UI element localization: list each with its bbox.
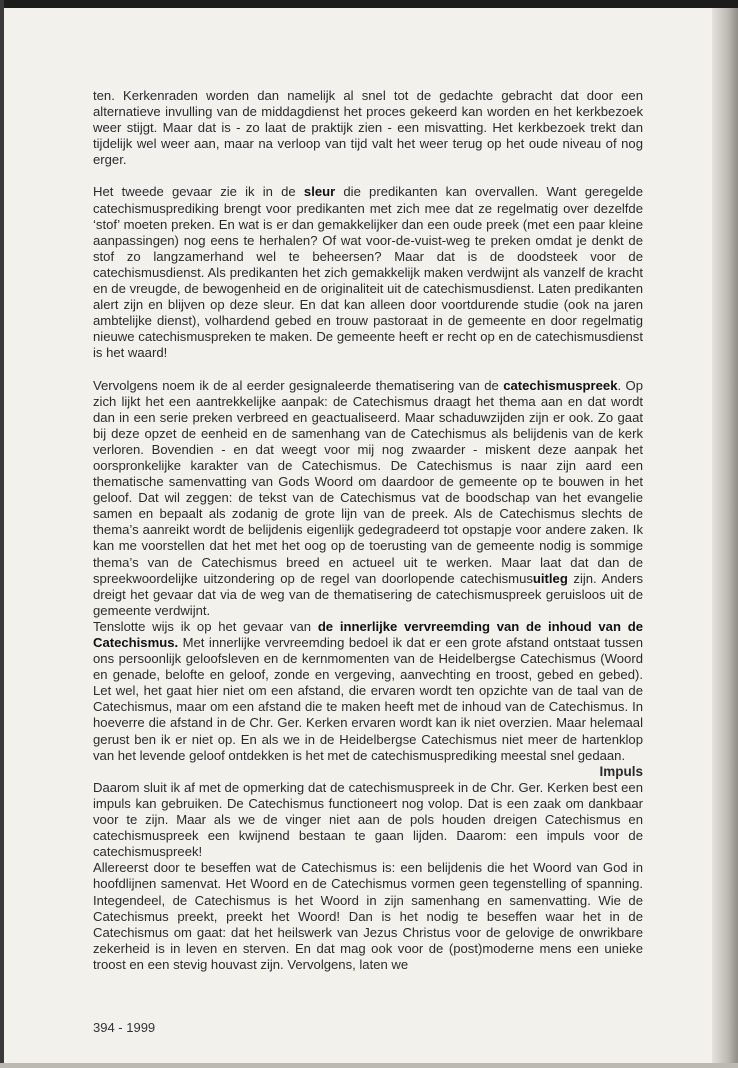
- paragraph: [93, 184, 643, 361]
- article-body: [93, 88, 643, 973]
- paragraph-text: die predikanten kan overvallen. Want geregelde catechismusprediking brengt voor predikanten met zich mee dat ze regelmatig over dezelfde ‘stof’ moeten preken. En wat is er dan gemakkelijker dan een oude preek (met een paar kleine aanpassingen) nog eens te herhalen? Of wat voor-de-vuist-weg te preken omdat je denkt de stof zo langzamerhand wel te beheersen? Maar dat is de doodsteek voor de catechismusdienst. Als predikanten het zich gemakkelijk maken verdwijnt als vanzelf de kracht en de vreugde, de bewogenheid en de originaliteit uit de catechismusdienst. Laten predikanten alert zijn en blijven op deze sleur. En dat kan alleen door voortdurende studie (ook na jaren ambtelijke dienst), volhardend gebed en trouw pastoraat in de gemeente en door regelmatig nieuwe catechismuspreken te maken. De gemeente heeft er recht op en de catechismusdienst is het waard!: [93, 184, 643, 361]
- paragraph-text: Met innerlijke vervreemding bedoel ik dat er een grote afstand ontstaat tussen ons persoonlijk geloofsleven en de kernmomenten van de Heidelbergse Catechismus (Woord en genade, belofte en geloof, zonde en vergeving, aanvechting en troost, gebed en gebed). Let wel, het gaat hier niet om een afstand, die ervaren wordt ten opzichte van de taal van de Catechismus, maar om een afstand die te maken heeft met de inhoud van de Catechismus. In hoeverre die afstand in de Chr. Ger. Kerken ervaren wordt kan ik niet overzien. Maar helemaal gerust ben ik er niet op. En als we in de Heidelbergse Catechismus niet meer de hartenklop van het levende geloof ontdekken is het met de catechismusprediking meestal snel gedaan.: [93, 635, 643, 763]
- paragraph-text: Vervolgens noem ik de al eerder gesignaleerde thematisering van de: [93, 377, 504, 393]
- paragraph-text: Daarom sluit ik af met de opmerking dat de catechismuspreek in de Chr. Ger. Kerken best een impuls kan gebruiken. De Catechismus functioneert nog volop. Dat is een zaak om dankbaar voor te zijn. Maar als we de vinger niet aan de pols houden dreigen Catechismus en catechismuspreek een kwijnend bestaan te gaan lijden. Daarom: een impuls voor de catechismuspreek!: [93, 779, 643, 860]
- paragraph: [93, 860, 643, 973]
- scan-top-border: [0, 0, 738, 8]
- page-number: 394 - 1999: [93, 1020, 156, 1035]
- page-binding-shadow: [712, 8, 738, 1068]
- paragraph: [93, 619, 643, 764]
- paragraph: [93, 88, 643, 168]
- scan-left-border: [0, 0, 4, 1068]
- paragraph-text: Het tweede gevaar zie ik in de: [93, 184, 304, 200]
- emphasis-text: catechismuspreek: [503, 377, 618, 393]
- paragraph-text: . Op zich lijkt het een aantrekkelijke aanpak: de Catechismus draagt het thema aan en dat wordt dan in een serie preken verbreed en geactualiseerd. Maar schaduwzijden zijn er ook. Zo gaat bij deze opzet de eenheid en de samenhang van de Catechismus als belijdenis van de kerk verloren. Bovendien - en dat weegt voor mij nog zwaarder - miskent deze aanpak het oorspronkelijke karakter van de Catechismus. De Catechismus is naar zijn aard een thematische samenvatting van Gods Woord om daardoor de gemeente op te bouwen in het geloof. Dat wil zeggen: de tekst van de Catechismus vat de boodschap van het evangelie samen en bepaalt als zodanig de grote lijn van de preek. Als de Catechismus slechts de thema’s aanreikt wordt de belijdenis eigenlijk gedegradeerd tot opstapje voor andere zaken. Ik kan me voorstellen dat het met het oog op de toerusting van de gemeente nodig is sommige thema’s van de Catechismus breed en actueel uit te werken. Maar laat dat dan de spreekwoordelijke uitzondering op de regel van doorlopende catechismus: [93, 377, 643, 586]
- paragraph-text: Tenslotte wijs ik op het gevaar van: [93, 618, 318, 634]
- scan-bottom-border: [0, 1063, 738, 1068]
- emphasis-text: sleur: [303, 184, 336, 200]
- paragraph: [93, 378, 643, 619]
- paragraph-text: zijn. Anders dreigt het gevaar dat via de weg van de thematisering de catechismuspreek geruisloos uit de gemeente verdwijnt.: [93, 570, 643, 618]
- emphasis-text: de innerlijke vervreemding van de inhoud van de Catechismus.: [93, 618, 643, 650]
- emphasis-text: uitleg: [532, 570, 568, 586]
- section-heading: Impuls: [599, 763, 643, 779]
- paragraph-text: ten. Kerkenraden worden dan namelijk al snel tot de gedachte gebracht dat door een alternatieve invulling van de middagdienst het proces gekeerd kan worden en het kerkbezoek weer stijgt. Maar dat is - zo laat de praktijk zien - een misvatting. Het kerkbezoek trekt dan tijdelijk wel weer aan, maar na verloop van tijd valt het weer terug op het oude niveau of nog erger.: [93, 88, 643, 168]
- paragraph: [93, 780, 643, 860]
- paragraph-text: Allereerst door te beseffen wat de Catechismus is: een belijdenis die het Woord van God in hoofdlijnen samenvat. Het Woord en de Catechismus vormen geen tegenstelling of spanning. Integendeel, de Catechismus is het Woord in zijn samenhang en samenvatting. Wie de Catechismus preekt, preekt het Woord! Dan is het nodig te beseffen waar het in de Catechismus om gaat: dat het heilswerk van Jezus Christus voor de gelovige de onwrikbare zekerheid is in leven en sterven. En dat mag ook voor de (post)moderne mens een unieke troost en een stevig houvast zijn. Vervolgens, laten we: [93, 860, 643, 972]
